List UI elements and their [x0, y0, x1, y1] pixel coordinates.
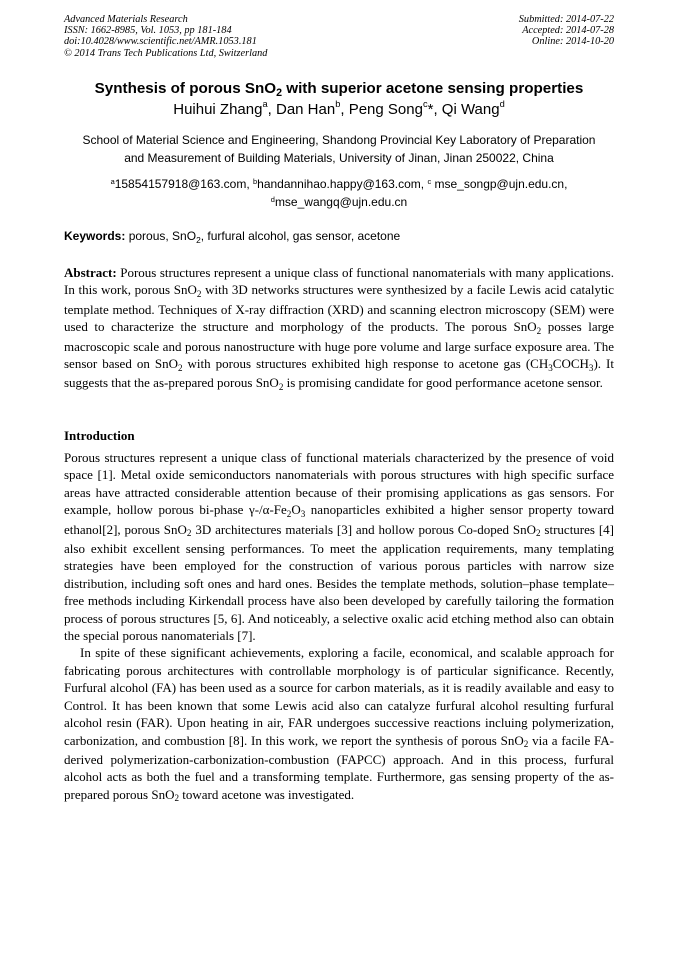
- author-name: Dan Han: [275, 101, 336, 118]
- email-link[interactable]: handannihao.happy@163.com,: [257, 177, 428, 191]
- accepted-date: Accepted: 2014-07-28: [522, 25, 614, 37]
- abstract: Abstract: Porous structures represent a unique class of functional nanomaterials with many applications. In this work, porous SnO$_2$ with 3D networks structures were synthesized by a facile Lewis acid catalytic template method. Techniques of X-ray diffraction (XRD) and scanning electron microscopy (SEM) were used to characterize the structure and morphology of the products. The porous SnO$_2$ posses large macroscopic scale and porous nanostructure with huge pore volume and large surface exposure area. The sensor based on SnO$_2$ with porous structures exhibited high response to acetone gas $(CH_3COCH_3)$. It suggests that the as-prepared porous SnO$_2$ is promising candidate for good performance acetone sensor.: [64, 265, 614, 393]
- email-link[interactable]: mse_songp@ujn.edu.cn,: [431, 177, 568, 191]
- section-heading-introduction: Introduction: [64, 428, 135, 443]
- author-list: Huihui Zhang$^a$, Dan Han$^b$, Peng Song$^c$*, Qi Wang$^d$: [173, 98, 505, 118]
- keywords: Keywords: porous, SnO$_2$, furfural alcohol, gas sensor, acetone: [64, 229, 401, 245]
- submitted-date: Submitted: 2014-07-22: [518, 14, 614, 25]
- issn-volume: ISSN: 1662-8985, Vol. 1053, pp 181-184: [64, 25, 232, 37]
- paragraph: Porous structures represent a unique class of functional materials characterized by the presence of void space [1]. Metal oxide semiconductors nanomaterials with porous structures with high specific surface areas have attracted considerable attention because of their promising applications as gas sensors. For example, hollow porous bi-phase $\gamma-/\alpha-Fe_2O_3$ nanoparticles exhibited a higher sensor property toward ethanol[2], porous SnO$_2$ 3D architectures materials [3] and hollow porous Co-doped SnO$_2$ structures [4] also exhibit excellent sensing performances. To meet the application requirements, many templating strategies have been employed for the construction of various porous particles with narrow size distribution, including soft ones and hard ones. Besides the template methods, solution–phase template–free methods including Kirkendall process have also been developed by carefully tailoring the formation process of porous structures [5, 6]. And noticeably, a selective oxalic acid etching method also can obtain the special porous nanomaterials [7].: [64, 450, 614, 644]
- email-link[interactable]: 15854157918@163.com,: [114, 177, 253, 191]
- corresponding-star: *: [427, 101, 434, 118]
- affiliation: School of Material Science and Engineering, Shandong Provincial Key Laboratory of Preparation and Measurement of Building Materials, University of Jinan, Jinan 250022, China: [82, 133, 596, 165]
- author-name: Peng Song: [348, 101, 423, 118]
- author-name: Huihui Zhang: [173, 101, 263, 118]
- paper-title: Synthesis of porous SnO$_2$ with superior acetone sensing properties: [94, 80, 584, 100]
- email-link[interactable]: mse_wangq@ujn.edu.cn: [274, 195, 408, 209]
- keywords-label: Keywords:: [64, 229, 126, 243]
- doi: doi:10.4028/www.scientific.net/AMR.1053.181: [64, 36, 257, 48]
- journal-name: Advanced Materials Research: [64, 14, 188, 25]
- author-name: Qi Wang: [441, 101, 500, 118]
- abstract-label: Abstract:: [64, 265, 117, 280]
- copyright: © 2014 Trans Tech Publications Ltd, Switzerland: [64, 47, 268, 59]
- paragraph: In spite of these significant achievements, exploring a facile, economical, and scalable approach for fabricating porous architectures with controllable morphology is of particular significance. Recently, Furfural alcohol (FA) has been used as a source for carbon materials, as it is readily available and easy to Control. It has been known that some Lewis acid also can catalyze furfural alcohol resulting furfural alcohol resin (FAR). Upon heating in air, FAR undergoes successive reactions incluing polymerization, carbonization, and combustion [8]. In this work, we report the synthesis of porous SnO$_2$ via a facile FA-derived polymerization-carbonization-combustion (FAPCC) approach. And in this process, furfural alcohol acts as both the fuel and a transforming template. Furthermore, gas sensing property of the as-prepared porous SnO$_2$ toward acetone was investigated.: [64, 645, 614, 804]
- email-list: $^a$15854157918@163.com, $^b$handannihao.happy@163.com, $^c$ mse_songp@ujn.edu.cn, $^d$mse_wangq@ujn.edu.cn: [110, 177, 568, 209]
- journal-header-left: [64, 14, 267, 59]
- journal-header-right: [519, 14, 614, 48]
- introduction-body: [64, 449, 614, 805]
- online-date: Online: 2014-10-20: [531, 36, 614, 48]
